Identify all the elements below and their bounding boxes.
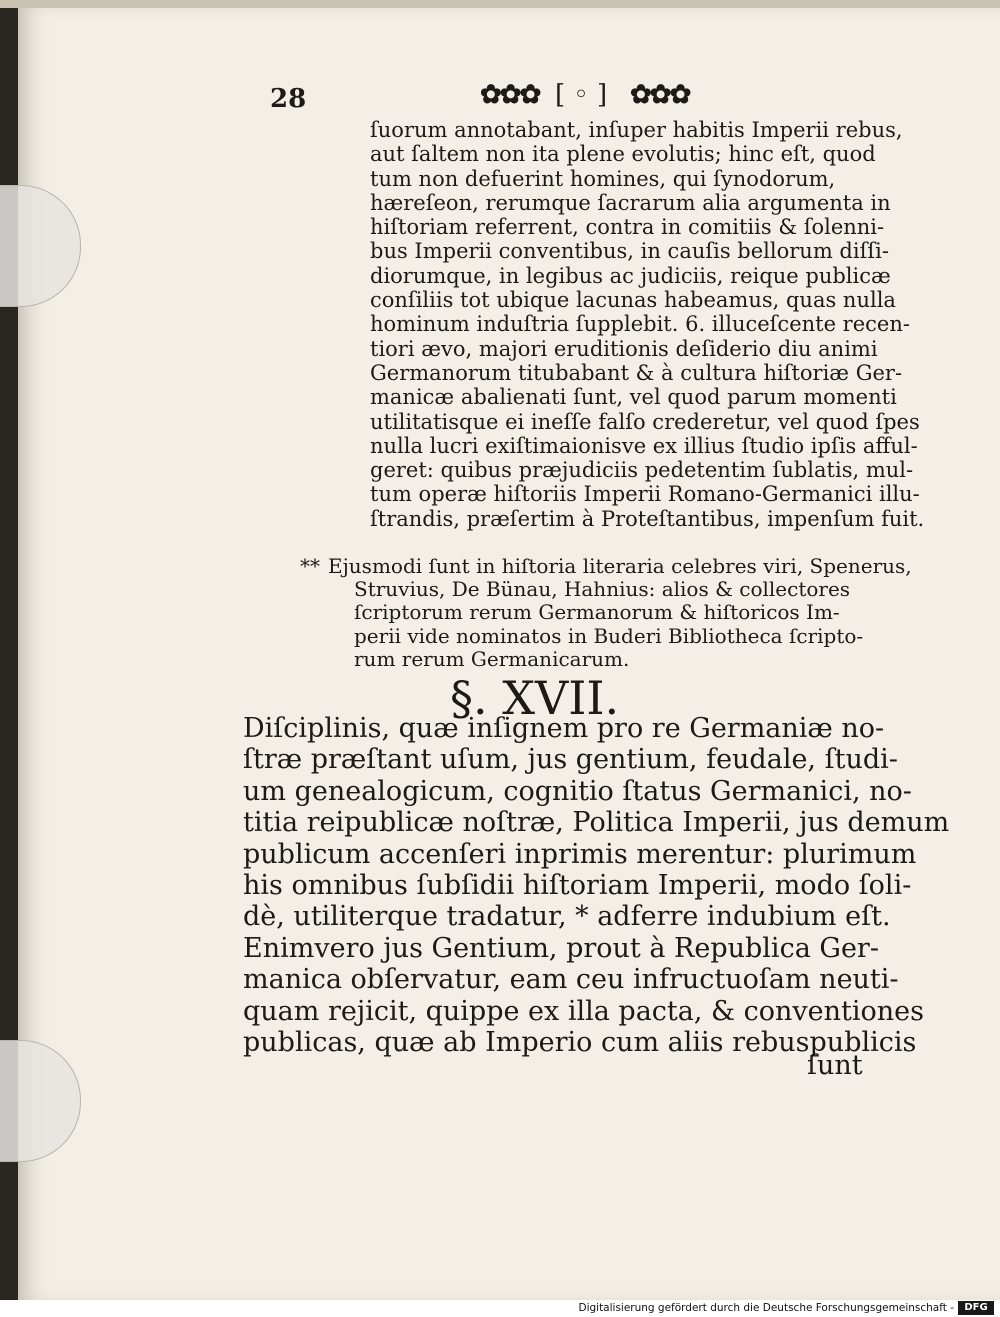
text-line: ſtrandis, præſertim à Proteſtantibus, impenſum fuit. [370,506,925,531]
text-line: um genealogicum, cognitio ſtatus Germanici, no- [243,775,912,807]
ornament-right-icon: ✿✿✿ [630,80,690,110]
text-line: hiſtoriam referrent, contra in comitiis & ſolenni- [370,215,885,240]
text-line: titia reipublicæ noſtræ, Politica Imperii, jus demum [243,807,950,839]
footnote-line: Struvius, De Bünau, Hahnius: alios & collectores [354,577,851,602]
ornament-left-icon: ✿✿✿ [480,80,540,110]
dfg-logo: DFG [958,1301,994,1315]
upper-text-block [370,118,925,531]
lower-text-block [243,713,950,1059]
text-line: Enimvero jus Gentium, prout à Republica Ger- [243,932,879,964]
text-line: publicum accenſeri inprimis merentur: plurimum [243,838,917,870]
footnote-line: perii vide nominatos in Buderi Bibliotheca ſcripto- [354,623,864,648]
text-line: ſtræ præſtant uſum, jus gentium, feudale, ſtudi- [243,744,898,776]
catchword: ſunt [807,1050,863,1081]
text-line: tum non defuerint homines, qui ſynodorum, [370,166,836,191]
text-line: geret: quibus præjudiciis pedetentim ſublatis, mul- [370,458,914,483]
footnote-line: Ejusmodi ſunt in hiſtoria literaria celebres viri, Spenerus, [328,554,912,578]
text-line: ſuorum annotabant, inſuper habitis Imperii rebus, [370,118,903,142]
page-header [270,80,700,116]
text-line: tum operæ hiſtoriis Imperii Romano-Germanici illu- [370,482,920,507]
footnote-body [328,554,912,671]
text-line: manicæ abalienati ſunt, vel quod parum momenti [370,385,897,410]
text-line: Germanorum titubabant & à cultura hiſtoriæ Ger- [370,360,903,385]
header-bracket-mark: [ ◦ ] [555,80,608,110]
footnote-line: ſcriptorum rerum Germanorum & hiſtoricos Im- [354,600,840,625]
text-line: conſiliis tot ubique lacunas habeamus, quas nulla [370,288,896,313]
footnote-mark: ** [300,554,320,578]
text-line: dè, utiliterque tradatur, * adferre indubium eſt. [243,901,891,933]
footnote [300,554,912,671]
text-line: utilitatisque ei ineſſe falſo crederetur, vel quod ſpes [370,409,920,434]
text-line: publicas, quæ ab Imperio cum aliis rebuspublicis [243,1027,917,1059]
text-line: tiori ævo, majori eruditionis deſiderio diu animi [370,336,878,361]
digitization-credit: Digitalisierung gefördert durch die Deutsche Forschungsgemeinschaft - [578,1302,954,1314]
footnote-line: rum rerum Germanicarum. [354,646,630,671]
text-line: aut ſaltem non ita plene evolutis; hinc eſt, quod [370,142,876,167]
text-line: nulla lucri exiſtimaionisve ex illius ſtudio ipſis afful- [370,433,918,458]
text-line: hæreſeon, rerumque ſacrarum alia argumenta in [370,190,891,215]
text-line: bus Imperii conventibus, in cauſis bellorum diſſi- [370,239,889,264]
text-line: quam rejicit, quippe ex illa pacta, & conventiones [243,995,925,1027]
text-line: manica obſervatur, eam ceu infructuoſam neuti- [243,964,899,996]
text-line: diorumque, in legibus ac judiciis, reique publicæ [370,263,891,288]
page-number: 28 [270,84,307,114]
section-heading: §. XVII. [450,671,620,725]
text-line: his omnibus ſubſidii hiſtoriam Imperii, modo ſoli- [243,870,912,902]
text-line: Diſciplinis, quæ inſignem pro re Germaniæ no- [243,713,885,744]
text-line: hominum induſtria ſupplebit. 6. illuceſcente recen- [370,312,910,337]
